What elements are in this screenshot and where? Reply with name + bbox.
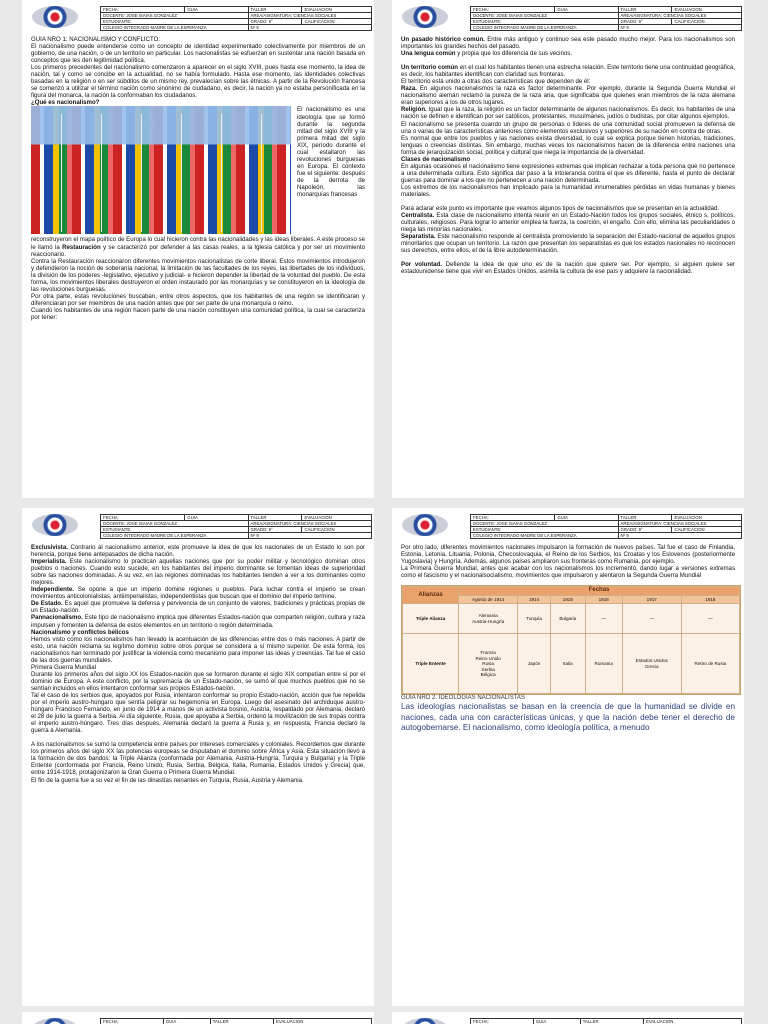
header-table xyxy=(470,514,742,539)
alianzas-header: Alianzas xyxy=(403,587,459,604)
table-cell: Francia Reino Unido Rusia Serbia Bélgica xyxy=(459,634,518,694)
evaluacion-label: EVALUACION xyxy=(672,515,742,521)
grado-label: GRADO: 9° xyxy=(248,19,302,25)
text-span: En algunos nacionalismos la raza es factor determinante. Por ejemplo, durante la Segunda Guerra Mundial el nacionalismo alemán reclamó la pureza de la raza aria, que significaba que quienes eran miembros de la raza alemana eran superiores a los de otros lugares. xyxy=(401,85,735,107)
paragraph xyxy=(401,50,735,57)
row-label: Triple Alianza xyxy=(403,604,459,634)
paragraph xyxy=(31,544,365,558)
paragraph: Por otro lado, diferentes movimientos nacionales impulsaron la formación de nuevos países. Tal fue el caso de Finlandia, Estonia, Letonia, Lituania, Polonia, Checoslovaquia, el Reino de los Serbios, los Croatas y los Eslovenos (posteriormente Yugoslavia) y Hungría. Además, algunos países ampliaron sus fronteras como Rumania, por ejemplo. xyxy=(401,544,735,566)
bold-term: Imperialista. xyxy=(31,558,67,566)
year-cell: 1917 xyxy=(622,595,681,604)
page-3 xyxy=(22,508,374,1006)
paragraph: Los primeros precedentes del nacionalismo comenzaron a aparecer en el siglo XVIII, pues hasta ese momento, la idea de nación, tal y como se concibe en la actualidad, no se había formulado. Hasta ese momento, las identidades colectivas basadas en la religión o en ser súbditos de un mismo rey, prevalecían sobre las étnicas. A partir de la Revolución francesa se comenzó a utilizar el término nación como sinónimo de ciudadano, es decir, la nación ya no estaba personificada en la figura del monarca, la nación la conformaban los ciudadanos. xyxy=(31,64,365,100)
page-body xyxy=(392,34,744,275)
fecha-label: FECHA: xyxy=(471,7,555,13)
calificacion-label: CALIFICACION xyxy=(302,19,372,25)
header-table xyxy=(100,514,372,539)
paragraph: El nacionalismo se presenta cuando un grupo de personas o líderes de una comunidad social promueven la defensa de una o varias de las características anteriores como elementos exclusivos y superiores de su nación en contra de otras. xyxy=(401,120,735,135)
bold-term: Independiente. xyxy=(31,586,74,594)
header-table xyxy=(100,1018,372,1024)
docente-label: DOCENTE: JOSE ISAIAS GONZALEZ xyxy=(101,13,249,19)
school-logo-icon xyxy=(32,6,78,28)
docente-label: DOCENTE: JOSE ISAIAS GONZALEZ xyxy=(101,521,249,527)
header-table xyxy=(470,1018,742,1024)
text-span: Contrario al nacionalismo anterior, este promueve la idea de que los nacionales de un Estado lo son por herencia, porque tiene antepasados de dicha nación. xyxy=(31,544,366,559)
fechas-header: Fechas xyxy=(459,587,740,596)
docente-label: DOCENTE: JOSE ISAIAS GONZALEZ xyxy=(471,521,619,527)
paragraph xyxy=(31,236,365,257)
area-label: AREA/ASIGNATURA: CIENCIAS SOCIALES xyxy=(248,521,371,527)
page-header xyxy=(396,6,740,34)
grado-label: GRADO: 9° xyxy=(618,19,672,25)
evaluacion-label: EVALUACION xyxy=(644,1019,742,1024)
page-1 xyxy=(22,0,374,498)
year-cell: 1914 xyxy=(518,595,551,604)
paragraph xyxy=(401,261,735,275)
paragraph xyxy=(31,614,365,628)
paragraph xyxy=(401,85,735,106)
page-header xyxy=(26,6,370,34)
guia-label: GUIA xyxy=(555,7,618,13)
colegio-label: COLEGIO INTEGRADO MADRE DE LA ESPERANZA xyxy=(101,533,249,539)
estudiante-label: ESTUDIANTE: xyxy=(101,19,249,25)
guia-label: GUIA xyxy=(555,515,618,521)
paragraph xyxy=(31,558,365,586)
taller-label: TALLER xyxy=(618,515,672,521)
guide-title: GUIA NRO 1: NACIONALISMO Y CONFLICTO: xyxy=(31,36,161,43)
taller-label: TALLER xyxy=(248,7,302,13)
fecha-label: FECHA: xyxy=(101,7,185,13)
section-heading: Clases de nacionalismo xyxy=(401,155,471,163)
table-cell: Turquía xyxy=(518,604,551,634)
page-header xyxy=(396,1018,740,1024)
year-cell: Agosto de 1914 xyxy=(459,595,518,604)
text-span: Este tipo de nacionalismo implica que diferentes Estados-nación que comparten religión, cultura y raza impulsen y fomenten la defensa de estos elementos en un territorio o región determinada. xyxy=(31,614,365,629)
guia-label: GUIA xyxy=(185,7,248,13)
page-4 xyxy=(392,508,744,1006)
calificacion-label: CALIFICACION xyxy=(672,527,742,533)
bold-term: Raza. xyxy=(401,85,417,93)
bold-term: De Estado. xyxy=(31,600,63,608)
guia-label: GUIA xyxy=(163,1019,210,1024)
school-logo-icon xyxy=(402,6,448,28)
table-cell: — xyxy=(585,604,622,634)
school-logo-icon xyxy=(402,1018,448,1024)
page-body xyxy=(22,34,374,321)
paragraph: La Primera Guerra Mundial, antes que acabar con los nacionalismos los incrementó, dando lugar a versiones extremas como el fascismo y el nacionalsocialismo, movimientos que impulsaron y alentaron la Segunda Guerra Mundial xyxy=(401,565,735,580)
evaluacion-label: EVALUACION xyxy=(302,515,372,521)
calificacion-label: CALIFICACION xyxy=(672,19,742,25)
evaluacion-label: EVALUACION xyxy=(274,1019,372,1024)
numero-label: Nº 9 xyxy=(618,533,741,539)
fecha-label: FECHA: xyxy=(471,515,555,521)
guide-2-intro: Las ideologías nacionalistas se basan en la creencia de que la humanidad se divide en naciones, cada una con características únicas, y que la nación debe tener el derecho de autogobernarse. El nacionalismo, como ideología política, a menudo xyxy=(401,702,735,732)
bold-term: Centralista. xyxy=(401,212,435,220)
header-table xyxy=(470,6,742,31)
text-span: Este nacionalismo responde al centralista promoviendo la separación del Estado-nacional de aquellos grupos minoritarios que ocupan un territorio. La razón que presentan los separatistas es que los estados nacionales no reconocen sus derechos, entre ellos, el de la libre autodeterminación. xyxy=(401,233,735,255)
table-cell: Bulgaria xyxy=(550,604,585,634)
text-span: en el cual los habitantes tienen una estrecha relación. Este territorio tiene una continuidad geográfica, es decir, los habitantes identifican con claridad sus fronteras. xyxy=(401,64,735,79)
table-row xyxy=(403,604,740,634)
paragraph: Los extremos de los nacionalismos han implicado para la humanidad innumerables pérdidas en vidas humanas y bienes materiales. xyxy=(401,183,735,198)
paragraph: El fin de la guerra fue a su vez el fin de las dinastías reinantes en Turquía, Rusia, Austria y Alemania. xyxy=(31,776,304,784)
row-label: Triple Entente xyxy=(403,634,459,694)
paragraph xyxy=(401,36,735,50)
paragraph: A los nacionalismos se sumó la competencia entre países por intereses comerciales y coloniales. Recordemos que durante los primeros años del siglo XX las potencias europeas se disputaban el dominio sobre África y Asia. Esta situación llevó a la formación de dos bandos: la Triple Alianza (conformada por Alemania, Austria-Hungría, Turquía y Bulgaria) y la Triple Entente (conformada por Francia, Reino Unido, Rusia, Serbia, Bélgica, Italia, Rumania, Estados Unidos y Grecia) que, entre 1914-1918, protagonizaron la Gran Guerra o Primera Guerra Mundial. xyxy=(31,741,365,777)
paragraph: Para aclarar este punto es importante que veamos algunos tipos de nacionalismos que se presentan en la actualidad. xyxy=(401,205,720,213)
alliances-grid xyxy=(402,586,740,694)
paragraph: El nacionalismo puede entenderse como un concepto de identidad experimentado colectivamente por miembros de un gobierno, de una nación, o de un territorio en particular. Los nacionalistas se esfuerzan en sustentar una nación basada en conceptos que les den legitimidad política. xyxy=(31,43,365,65)
page-header xyxy=(26,1018,370,1024)
area-label: AREA/ASIGNATURA: CIENCIAS SOCIALES xyxy=(618,521,741,527)
numero-label: Nº 9 xyxy=(248,533,371,539)
bold-term: Por voluntad. xyxy=(401,261,442,269)
text-span: y propia que los diferencia de sus vecinos. xyxy=(457,50,573,58)
page-5-top xyxy=(22,1012,374,1024)
numero-label: Nº 9 xyxy=(248,25,371,31)
area-label: AREA/ASIGNATURA: CIENCIAS SOCIALES xyxy=(618,13,741,19)
text-span: Es aquel que promueve la defensa y pervivencia de un conjunto de valores, tradiciones y prácticas propias de un Estado-nación. xyxy=(31,600,365,615)
docente-label: DOCENTE: JOSE ISAIAS GONZALEZ xyxy=(471,13,619,19)
taller-label: TALLER xyxy=(210,1019,273,1024)
taller-label: TALLER xyxy=(248,515,302,521)
taller-label: TALLER xyxy=(580,1019,643,1024)
estudiante-label: ESTUDIANTE: xyxy=(101,527,249,533)
page-body xyxy=(22,542,374,784)
bold-term: Restauración xyxy=(62,243,101,251)
paragraph xyxy=(401,106,735,120)
colegio-label: COLEGIO INTEGRADO MADRE DE LA ESPERANZA xyxy=(471,533,619,539)
table-cell: Estados Unidos Grecia xyxy=(622,634,681,694)
table-cell: — xyxy=(681,604,739,634)
text-span: reconstruyeron el mapa político de Europa lo cual hicieron contra las nacionalidades y las ideas liberales. A este proceso se le llamó la xyxy=(31,236,365,251)
page-header xyxy=(396,514,740,542)
grado-label: GRADO: 9° xyxy=(248,527,302,533)
fecha-label: FECHA: xyxy=(101,515,185,521)
text-span: Igual que la raza, la religión es un factor determinante de algunos nacionalismos. Es decir, los habitantes de una nación se definen e identifican por ser católicos, protestantes, musulmanes, judíos o budistas, por citar algunos ejemplos. xyxy=(401,106,735,121)
evaluacion-label: EVALUACION xyxy=(672,7,742,13)
estudiante-label: ESTUDIANTE: xyxy=(471,19,619,25)
text-span: Esta clase de nacionalismo intenta reunir en un Estado-Nación todos los grupos sociales, étnico s, políticos, culturales, religiosos. Para lograr lo anterior emplea la fuerza, la coerción, el engaño. Con ello, elimina las peculiaridades o niega las minorías nacionales. xyxy=(401,212,735,234)
fecha-label: FECHA: xyxy=(471,1019,534,1024)
table-cell: — xyxy=(622,604,681,634)
header-table xyxy=(100,6,372,31)
year-cell: 1918 xyxy=(681,595,739,604)
paragraph xyxy=(31,600,365,614)
table-cell: Japón xyxy=(518,634,551,694)
bold-term: Separatista. xyxy=(401,233,436,241)
bold-term: Exclusivista. xyxy=(31,544,68,551)
paragraph: Es normal que entre los pueblos y las naciones exista diversidad, lo cual se explica porque tienen historias, tradiciones, lenguas o creencias distintas. Sin embargo, muchas veces los nacionalismos hacen de la diferencia entre naciones una forma de jerarquización social, política y cultural que niega la importancia de la diversidad. xyxy=(401,134,735,156)
paragraph: El territorio está unido a otras dos características que dependen de él: xyxy=(401,78,591,86)
bold-term: Un territorio común xyxy=(401,64,458,72)
paragraph: El nacionalismo es una ideología que se formó durante la segunda mitad del siglo XVIII y la primera mitad del siglo XIX, período durante el cual estallaron las revoluciones burguesas en Europa. El contexto fue el siguiente: después de la derrota de Napoleón, las monarquías francesas xyxy=(297,106,365,199)
text-span: Se opone a que un imperio domine regiones o pueblos. Para luchar contra el imperio se crean movimientos anticolonialistas, antiimperialistas, independentistas que buscan que el dominio del imperio termine. xyxy=(31,586,365,601)
grado-label: GRADO: 9° xyxy=(618,527,672,533)
paragraph xyxy=(401,64,735,78)
school-logo-icon xyxy=(32,1018,78,1024)
paragraph xyxy=(401,233,735,254)
page-6-top xyxy=(392,1012,744,1024)
year-cell: 1916 xyxy=(585,595,622,604)
paragraph: Hemos visto cómo los nacionalismos han llevado la acentuación de las diferencias entre dos o más naciones. A partir de esto, una nación reclama su legítimo dominio sobre otros porque se considera a sí mismo superior. De esta forma, los nacionalismos han terminado por justificar la violencia como mecanismo para imponer las ideas y creencias. Tal fue el caso de las dos guerras mundiales. xyxy=(31,635,365,664)
paragraph: Tal el caso de los serbios que, apoyados por Rusia, intentaron conformar su propio Estado-nación, acción que fue repelida por el imperio austro-húngaro que sentía peligrar su hegemonía en Europa. Luego del asesinato del archiduque austro-húngaro Francisco Fernando, en junio de 1914 a manos de un activista bosnio, Austria, respaldado por Alemania, declaró el 28 de julio la guerra a Serbia. Al día siguiente, Rusia, que apoyaba a Serbia, ordenó la movilización de sus tropas contra el imperio austro-húngaro. Tres días después, Alemania declaró la guerra a Rusia y, en respuesta, Francia declaró la guerra a Alemania. xyxy=(31,691,365,735)
estudiante-label: ESTUDIANTE: xyxy=(471,527,619,533)
flags-image xyxy=(31,106,291,234)
text-span: Defiende la idea de que uno es de la nación que quiere ser. Por ejemplo, si alguien quiere ser estadounidense tiene que vivir en Estados Unidos, asimila la cultura de ese país y adquiere la nacionalidad. xyxy=(401,261,735,276)
paragraph: En algunas ocasiones el nacionalismo tiene expresiones extremas que implican rechazar a toda persona que no pertenece a una determinada cultura. Esto significa dar paso a la intolerancia contra el que es diferente, hasta el punto de declarar guerras para dominar a los que no pertenecen a una nación determinada. xyxy=(401,162,735,184)
colegio-label: COLEGIO INTEGRADO MADRE DE LA ESPERANZA xyxy=(101,25,249,31)
calificacion-label: CALIFICACION xyxy=(302,527,372,533)
page-2 xyxy=(392,0,744,498)
text-span: y se caracterizó por defender a las casas reales, a la Iglesia católica y por ser un movimiento reaccionario. xyxy=(31,243,365,258)
taller-label: TALLER xyxy=(618,7,672,13)
evaluacion-label: EVALUACION xyxy=(302,7,372,13)
guia-label: GUIA xyxy=(533,1019,580,1024)
numero-label: Nº 9 xyxy=(618,25,741,31)
paragraph xyxy=(31,586,365,600)
guia-label: GUIA xyxy=(185,515,248,521)
text-span: Entre más antiguo y continuo sea este pasado mucho mejor. Para los nacionalismos son importantes los grandes hechos del pasado. xyxy=(401,36,736,51)
section-question: ¿Qué es nacionalismo? xyxy=(31,99,100,107)
bold-term: Pannacionalismo. xyxy=(31,614,83,622)
paragraph xyxy=(401,212,735,233)
text-span: Este nacionalismo lo practican aquellas naciones que por su poder militar y tecnológico dominan otros pueblos o naciones. Cuando esto sucede, en los habitantes del imperio dominante se fomentan ideas de superioridad sobre las naciones dominadas. A su vez, en las regiones dominadas los habitantes tienden a ver a los dominantes como mejores. xyxy=(31,558,365,587)
area-label: AREA/ASIGNATURA: CIENCIAS SOCIALES xyxy=(248,13,371,19)
section-heading: Nacionalismo y conflictos bélicos xyxy=(31,628,129,636)
school-logo-icon xyxy=(402,514,448,536)
fecha-label: FECHA: xyxy=(101,1019,164,1024)
table-cell: Alemania Austria-Hungría xyxy=(459,604,518,634)
bold-term: Un pasado histórico común. xyxy=(401,36,485,43)
alliances-table xyxy=(401,585,741,695)
paragraph: Contra la Restauración reaccionaron diferentes movimientos nacionalistas de corte liberal. Estos movimientos introdujeron y defendieron la noción de soberanía nacional, la limitación de las facultades de los reyes, las libertades de los individuos, la división de los poderes -legislativo, ejecutivo y judicial- e hicieron depender la libertad de la voluntad del pueblo. De esta forma, los movimientos liberales destruyeron el orden instaurado por las monarquías y se constituyeron en la ideología de las revoluciones burguesas. xyxy=(31,257,365,293)
colegio-label: COLEGIO INTEGRADO MADRE DE LA ESPERANZA xyxy=(471,25,619,31)
paragraph: Cuando los habitantes de una región hacen parte de una nación constituyen una comunidad política, la cual se caracteriza por tener: xyxy=(31,306,365,321)
bold-term: Una lengua común xyxy=(401,50,456,58)
bold-term: Religión. xyxy=(401,106,427,114)
section-heading: Primera Guerra Mundial xyxy=(31,663,97,671)
guide-2-title: GUIA NRO 2: IDEOLOGIAS NACIONALISTAS xyxy=(401,695,525,702)
table-cell: Italia xyxy=(550,634,585,694)
paragraph: Por otra parte, estas revoluciones buscaban, entre otros aspectos, que los habitantes de una región se identificaran y diferenciaran por ser miembros de una nación antes que por ser parte de una monarquía o reino. xyxy=(31,292,365,307)
table-cell: Retiro de Rusia xyxy=(681,634,739,694)
table-cell: Rumania xyxy=(585,634,622,694)
table-row xyxy=(403,634,740,694)
paragraph: Durante los primeros años del siglo XX los Estados-nación que se formaron durante el siglo XIX competían entre sí por el dominio de Europa. A este conflicto, por la supremacía de un Estado-nación, se sumó el que muchos pueblos que no se sentían incluidos en ellos intentaron conformar sus propios Estados-nación. xyxy=(31,670,365,692)
page-body xyxy=(392,542,744,733)
school-logo-icon xyxy=(32,514,78,536)
year-cell: 1915 xyxy=(550,595,585,604)
page-header xyxy=(26,514,370,542)
